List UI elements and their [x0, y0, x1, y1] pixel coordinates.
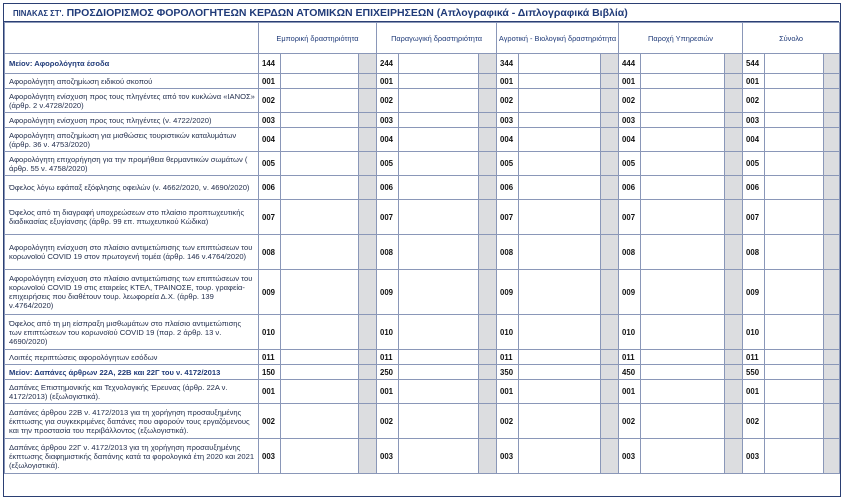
field-code: 003 [619, 439, 641, 474]
amount-input-cell[interactable] [281, 200, 359, 235]
cents-shade-cell [725, 113, 743, 128]
row-label: Αφορολόγητη αποζημίωση για μισθώσεις τουριστικών καταλυμάτων (άρθρ. 36 ν. 4753/2020) [5, 128, 259, 152]
field-code: 008 [497, 235, 519, 270]
field-code: 002 [743, 404, 765, 439]
cents-shade-cell [601, 113, 619, 128]
header-label-cell [5, 23, 259, 54]
amount-input-cell[interactable] [641, 89, 725, 113]
field-code: 001 [619, 380, 641, 404]
field-code: 009 [743, 270, 765, 315]
cents-shade-cell [359, 176, 377, 200]
field-code: 011 [497, 350, 519, 365]
field-code: 344 [497, 54, 519, 74]
cents-shade-cell [725, 74, 743, 89]
cents-shade-cell [824, 439, 840, 474]
amount-input-cell[interactable] [765, 315, 824, 350]
cents-shade-cell [359, 235, 377, 270]
amount-input-cell[interactable] [281, 152, 359, 176]
header-row [5, 23, 840, 54]
amount-input-cell[interactable] [281, 113, 359, 128]
cents-shade-cell [725, 380, 743, 404]
column-header-agricultural: Αγροτική - Βιολογική δραστηριότητα [497, 23, 619, 54]
table-title: ΠΡΟΣΔΙΟΡΙΣΜΟΣ ΦΟΡΟΛΟΓΗΤΕΩΝ ΚΕΡΔΩΝ ΑΤΟΜΙΚΩΝ ΕΠΙΧΕΙΡΗΣΕΩΝ (Απλογραφικά - Διπλογραφικά Βιβλία) [66, 7, 628, 19]
amount-input-cell[interactable] [281, 404, 359, 439]
cents-shade-cell [601, 404, 619, 439]
exempt-income-table [4, 22, 840, 474]
field-code: 005 [259, 152, 281, 176]
amount-input-cell[interactable] [281, 235, 359, 270]
amount-input-cell[interactable] [399, 439, 479, 474]
cents-shade-cell [824, 54, 840, 74]
cents-shade-cell [725, 152, 743, 176]
field-code: 010 [259, 315, 281, 350]
cents-shade-cell [479, 404, 497, 439]
amount-input-cell[interactable] [641, 404, 725, 439]
amount-input-cell[interactable] [519, 54, 601, 74]
cents-shade-cell [479, 270, 497, 315]
field-code: 011 [259, 350, 281, 365]
table-row [5, 315, 840, 350]
field-code: 002 [259, 89, 281, 113]
field-code: 002 [497, 404, 519, 439]
row-label: Αφορολόγητη ενίσχυση προς τους πληγέντες (ν. 4722/2020) [5, 113, 259, 128]
cents-shade-cell [824, 113, 840, 128]
amount-input-cell[interactable] [765, 404, 824, 439]
amount-input-cell[interactable] [519, 113, 601, 128]
field-code: 003 [497, 113, 519, 128]
cents-shade-cell [824, 89, 840, 113]
row-label: Δαπάνες άρθρου 22Γ ν. 4172/2013 για τη χορήγηση προσαυξημένης έκπτωσης διαφημιστικής δαπάνης κατά τα φορολογικά έτη 2020 και 2021 (εξωλογιστικά). [5, 439, 259, 474]
field-code: 010 [619, 315, 641, 350]
amount-input-cell[interactable] [399, 200, 479, 235]
amount-input-cell[interactable] [641, 74, 725, 89]
cents-shade-cell [824, 128, 840, 152]
field-code: 008 [377, 235, 399, 270]
cents-shade-cell [359, 54, 377, 74]
cents-shade-cell [824, 152, 840, 176]
cents-shade-cell [359, 439, 377, 474]
row-label: Δαπάνες Επιστημονικής και Τεχνολογικής Έρευνας (άρθρ. 22Α ν. 4172/2013) (εξωλογιστικά). [5, 380, 259, 404]
table-row [5, 235, 840, 270]
amount-input-cell[interactable] [765, 176, 824, 200]
amount-input-cell[interactable] [641, 350, 725, 365]
field-code: 002 [619, 404, 641, 439]
field-code: 008 [743, 235, 765, 270]
field-code: 004 [259, 128, 281, 152]
field-code: 350 [497, 365, 519, 380]
amount-input-cell[interactable] [399, 365, 479, 380]
field-code: 544 [743, 54, 765, 74]
amount-input-cell[interactable] [765, 380, 824, 404]
amount-input-cell[interactable] [519, 315, 601, 350]
table-row [5, 113, 840, 128]
field-code: 002 [497, 89, 519, 113]
amount-input-cell[interactable] [399, 89, 479, 113]
form-title [4, 4, 839, 22]
cents-shade-cell [479, 439, 497, 474]
row-label: Μείον: Δαπάνες άρθρων 22Α, 22Β και 22Γ του ν. 4172/2013 [5, 365, 259, 380]
field-code: 006 [377, 176, 399, 200]
table-row [5, 270, 840, 315]
table-row [5, 404, 840, 439]
cents-shade-cell [725, 200, 743, 235]
amount-input-cell[interactable] [765, 89, 824, 113]
field-code: 001 [743, 74, 765, 89]
cents-shade-cell [725, 404, 743, 439]
field-code: 010 [743, 315, 765, 350]
cents-shade-cell [725, 365, 743, 380]
amount-input-cell[interactable] [641, 113, 725, 128]
amount-input-cell[interactable] [399, 152, 479, 176]
table-row [5, 74, 840, 89]
cents-shade-cell [601, 128, 619, 152]
field-code: 003 [259, 113, 281, 128]
cents-shade-cell [359, 380, 377, 404]
amount-input-cell[interactable] [519, 200, 601, 235]
field-code: 005 [619, 152, 641, 176]
cents-shade-cell [824, 176, 840, 200]
amount-input-cell[interactable] [641, 270, 725, 315]
field-code: 144 [259, 54, 281, 74]
row-label: Λοιπές περιπτώσεις αφορολόγητων εσόδων [5, 350, 259, 365]
field-code: 001 [259, 74, 281, 89]
field-code: 001 [377, 74, 399, 89]
field-code: 006 [619, 176, 641, 200]
cents-shade-cell [601, 235, 619, 270]
field-code: 005 [377, 152, 399, 176]
field-code: 009 [377, 270, 399, 315]
cents-shade-cell [824, 350, 840, 365]
field-code: 004 [743, 128, 765, 152]
field-code: 007 [259, 200, 281, 235]
field-code: 006 [259, 176, 281, 200]
cents-shade-cell [479, 350, 497, 365]
field-code: 009 [497, 270, 519, 315]
amount-input-cell[interactable] [519, 270, 601, 315]
cents-shade-cell [725, 350, 743, 365]
field-code: 550 [743, 365, 765, 380]
amount-input-cell[interactable] [281, 270, 359, 315]
amount-input-cell[interactable] [519, 176, 601, 200]
cents-shade-cell [359, 365, 377, 380]
table-code: ΠΙΝΑΚΑΣ ΣΤ'. [13, 9, 64, 18]
table-row [5, 200, 840, 235]
cents-shade-cell [479, 200, 497, 235]
amount-input-cell[interactable] [519, 404, 601, 439]
field-code: 005 [743, 152, 765, 176]
field-code: 007 [377, 200, 399, 235]
cents-shade-cell [725, 54, 743, 74]
amount-input-cell[interactable] [281, 315, 359, 350]
cents-shade-cell [359, 315, 377, 350]
amount-input-cell[interactable] [641, 439, 725, 474]
cents-shade-cell [479, 74, 497, 89]
table-row [5, 176, 840, 200]
cents-shade-cell [359, 404, 377, 439]
field-code: 009 [619, 270, 641, 315]
amount-input-cell[interactable] [765, 128, 824, 152]
cents-shade-cell [479, 113, 497, 128]
row-label: Όφελος από τη διαγραφή υποχρεώσεων στο πλαίσιο προπτωχευτικής διαδικασίας εξυγίανσης (άρθρ. 99 επ. πτωχευτικού Κώδικα) [5, 200, 259, 235]
cents-shade-cell [601, 176, 619, 200]
field-code: 004 [497, 128, 519, 152]
cents-shade-cell [601, 380, 619, 404]
cents-shade-cell [479, 128, 497, 152]
cents-shade-cell [824, 270, 840, 315]
table-row [5, 89, 840, 113]
row-label: Αφορολόγητη ενίσχυση στο πλαίσιο αντιμετώπισης των επιπτώσεων του κορωνοϊού COVID 19 στις εταιρείες ΚΤΕΛ, ΤΡΑΙΝΟΣΕ, τουρ. γραφεία-επιχειρήσεις που διαθέτουν τουρ. λεωφορεία Δ.Χ. (άρθρ. 139 ν.4764/2020) [5, 270, 259, 315]
amount-input-cell[interactable] [765, 270, 824, 315]
cents-shade-cell [601, 315, 619, 350]
field-code: 011 [377, 350, 399, 365]
amount-input-cell[interactable] [281, 89, 359, 113]
cents-shade-cell [479, 315, 497, 350]
cents-shade-cell [725, 235, 743, 270]
field-code: 001 [259, 380, 281, 404]
row-label: Αφορολόγητη ενίσχυση προς τους πληγέντες από τον κυκλώνα «ΙΑΝΟΣ» (άρθρ. 2 ν.4728/2020) [5, 89, 259, 113]
amount-input-cell[interactable] [519, 439, 601, 474]
amount-input-cell[interactable] [765, 152, 824, 176]
amount-input-cell[interactable] [765, 365, 824, 380]
cents-shade-cell [479, 89, 497, 113]
amount-input-cell[interactable] [765, 113, 824, 128]
field-code: 003 [743, 113, 765, 128]
field-code: 006 [497, 176, 519, 200]
cents-shade-cell [479, 380, 497, 404]
field-code: 008 [259, 235, 281, 270]
cents-shade-cell [824, 365, 840, 380]
row-label: Όφελος από τη μη είσπραξη μισθωμάτων στο πλαίσιο αντιμετώπισης των επιπτώσεων του κορωνοϊού COVID 19 (παρ. 2 άρθρ. 13 ν. 4690/2020) [5, 315, 259, 350]
amount-input-cell[interactable] [519, 89, 601, 113]
cents-shade-cell [725, 439, 743, 474]
field-code: 007 [619, 200, 641, 235]
field-code: 010 [377, 315, 399, 350]
cents-shade-cell [725, 270, 743, 315]
cents-shade-cell [601, 89, 619, 113]
table-row [5, 152, 840, 176]
field-code: 011 [619, 350, 641, 365]
row-label: Αφορολόγητη επιχορήγηση για την προμήθεια θερμαντικών σωμάτων ( άρθρ. 55 ν. 4758/2020) [5, 152, 259, 176]
amount-input-cell[interactable] [399, 235, 479, 270]
field-code: 002 [259, 404, 281, 439]
field-code: 450 [619, 365, 641, 380]
column-header-production: Παραγωγική δραστηριότητα [377, 23, 497, 54]
field-code: 009 [259, 270, 281, 315]
field-code: 001 [377, 380, 399, 404]
field-code: 005 [497, 152, 519, 176]
row-label: Δαπάνες άρθρου 22Β ν. 4172/2013 για τη χορήγηση προσαυξημένης έκπτωσης για συγκεκριμένες δαπάνες που αφορούν τους εργαζόμενους και την προστασία του περιβάλλοντος (εξωλογιστικά). [5, 404, 259, 439]
field-code: 007 [497, 200, 519, 235]
amount-input-cell[interactable] [281, 54, 359, 74]
field-code: 003 [377, 113, 399, 128]
amount-input-cell[interactable] [399, 380, 479, 404]
cents-shade-cell [601, 439, 619, 474]
amount-input-cell[interactable] [281, 74, 359, 89]
amount-input-cell[interactable] [519, 380, 601, 404]
amount-input-cell[interactable] [399, 128, 479, 152]
cents-shade-cell [479, 176, 497, 200]
cents-shade-cell [824, 315, 840, 350]
field-code: 004 [377, 128, 399, 152]
row-label: Αφορολόγητη ενίσχυση στο πλαίσιο αντιμετώπισης των επιπτώσεων του κορωνοϊού COVID 19 στον πρωτογενή τομέα (άρθρ. 146 ν.4764/2020) [5, 235, 259, 270]
amount-input-cell[interactable] [519, 74, 601, 89]
amount-input-cell[interactable] [399, 113, 479, 128]
amount-input-cell[interactable] [399, 270, 479, 315]
cents-shade-cell [479, 152, 497, 176]
cents-shade-cell [359, 350, 377, 365]
field-code: 002 [743, 89, 765, 113]
amount-input-cell[interactable] [399, 54, 479, 74]
row-label: Αφορολόγητη αποζημίωση ειδικού σκοπού [5, 74, 259, 89]
amount-input-cell[interactable] [641, 365, 725, 380]
cents-shade-cell [601, 365, 619, 380]
amount-input-cell[interactable] [765, 74, 824, 89]
amount-input-cell[interactable] [641, 315, 725, 350]
field-code: 001 [743, 380, 765, 404]
amount-input-cell[interactable] [281, 176, 359, 200]
amount-input-cell[interactable] [519, 365, 601, 380]
amount-input-cell[interactable] [399, 315, 479, 350]
cents-shade-cell [725, 315, 743, 350]
amount-input-cell[interactable] [641, 128, 725, 152]
cents-shade-cell [479, 235, 497, 270]
row-label: Όφελος λόγω εφάπαξ εξόφλησης οφειλών (ν. 4662/2020, ν. 4690/2020) [5, 176, 259, 200]
field-code: 002 [377, 89, 399, 113]
field-code: 001 [619, 74, 641, 89]
cents-shade-cell [601, 54, 619, 74]
cents-shade-cell [601, 74, 619, 89]
cents-shade-cell [359, 74, 377, 89]
amount-input-cell[interactable] [519, 235, 601, 270]
cents-shade-cell [359, 128, 377, 152]
amount-input-cell[interactable] [641, 152, 725, 176]
field-code: 244 [377, 54, 399, 74]
column-header-total: Σύνολο [743, 23, 840, 54]
amount-input-cell[interactable] [641, 380, 725, 404]
field-code: 003 [497, 439, 519, 474]
cents-shade-cell [824, 200, 840, 235]
tax-form-table-st [3, 3, 841, 497]
cents-shade-cell [359, 113, 377, 128]
table-row [5, 380, 840, 404]
field-code: 002 [619, 89, 641, 113]
cents-shade-cell [479, 365, 497, 380]
amount-input-cell[interactable] [281, 350, 359, 365]
amount-input-cell[interactable] [399, 74, 479, 89]
amount-input-cell[interactable] [765, 54, 824, 74]
cents-shade-cell [725, 128, 743, 152]
cents-shade-cell [359, 89, 377, 113]
cents-shade-cell [601, 200, 619, 235]
amount-input-cell[interactable] [765, 350, 824, 365]
cents-shade-cell [601, 152, 619, 176]
field-code: 004 [619, 128, 641, 152]
field-code: 008 [619, 235, 641, 270]
cents-shade-cell [359, 152, 377, 176]
amount-input-cell[interactable] [281, 128, 359, 152]
amount-input-cell[interactable] [281, 380, 359, 404]
amount-input-cell[interactable] [399, 404, 479, 439]
amount-input-cell[interactable] [281, 365, 359, 380]
amount-input-cell[interactable] [641, 54, 725, 74]
field-code: 001 [497, 380, 519, 404]
column-header-services: Παροχή Υπηρεσιών [619, 23, 743, 54]
table-row [5, 128, 840, 152]
amount-input-cell[interactable] [519, 128, 601, 152]
table-row [5, 350, 840, 365]
cents-shade-cell [824, 404, 840, 439]
field-code: 003 [377, 439, 399, 474]
cents-shade-cell [725, 89, 743, 113]
cents-shade-cell [601, 350, 619, 365]
field-code: 002 [377, 404, 399, 439]
field-code: 006 [743, 176, 765, 200]
amount-input-cell[interactable] [399, 350, 479, 365]
amount-input-cell[interactable] [519, 350, 601, 365]
amount-input-cell[interactable] [399, 176, 479, 200]
field-code: 010 [497, 315, 519, 350]
amount-input-cell[interactable] [519, 152, 601, 176]
cents-shade-cell [359, 270, 377, 315]
row-label: Μείον: Αφορολόγητα έσοδα [5, 54, 259, 74]
cents-shade-cell [824, 380, 840, 404]
field-code: 003 [259, 439, 281, 474]
amount-input-cell[interactable] [765, 235, 824, 270]
amount-input-cell[interactable] [641, 200, 725, 235]
cents-shade-cell [479, 54, 497, 74]
field-code: 003 [619, 113, 641, 128]
field-code: 011 [743, 350, 765, 365]
cents-shade-cell [824, 235, 840, 270]
amount-input-cell[interactable] [765, 200, 824, 235]
cents-shade-cell [601, 270, 619, 315]
cents-shade-cell [359, 200, 377, 235]
table-row [5, 439, 840, 474]
amount-input-cell[interactable] [641, 176, 725, 200]
field-code: 001 [497, 74, 519, 89]
cents-shade-cell [725, 176, 743, 200]
amount-input-cell[interactable] [765, 439, 824, 474]
column-header-commercial: Εμπορική δραστηριότητα [259, 23, 377, 54]
section-row [5, 54, 840, 74]
section-row [5, 365, 840, 380]
field-code: 150 [259, 365, 281, 380]
field-code: 250 [377, 365, 399, 380]
field-code: 444 [619, 54, 641, 74]
cents-shade-cell [824, 74, 840, 89]
amount-input-cell[interactable] [281, 439, 359, 474]
amount-input-cell[interactable] [641, 235, 725, 270]
field-code: 007 [743, 200, 765, 235]
field-code: 003 [743, 439, 765, 474]
